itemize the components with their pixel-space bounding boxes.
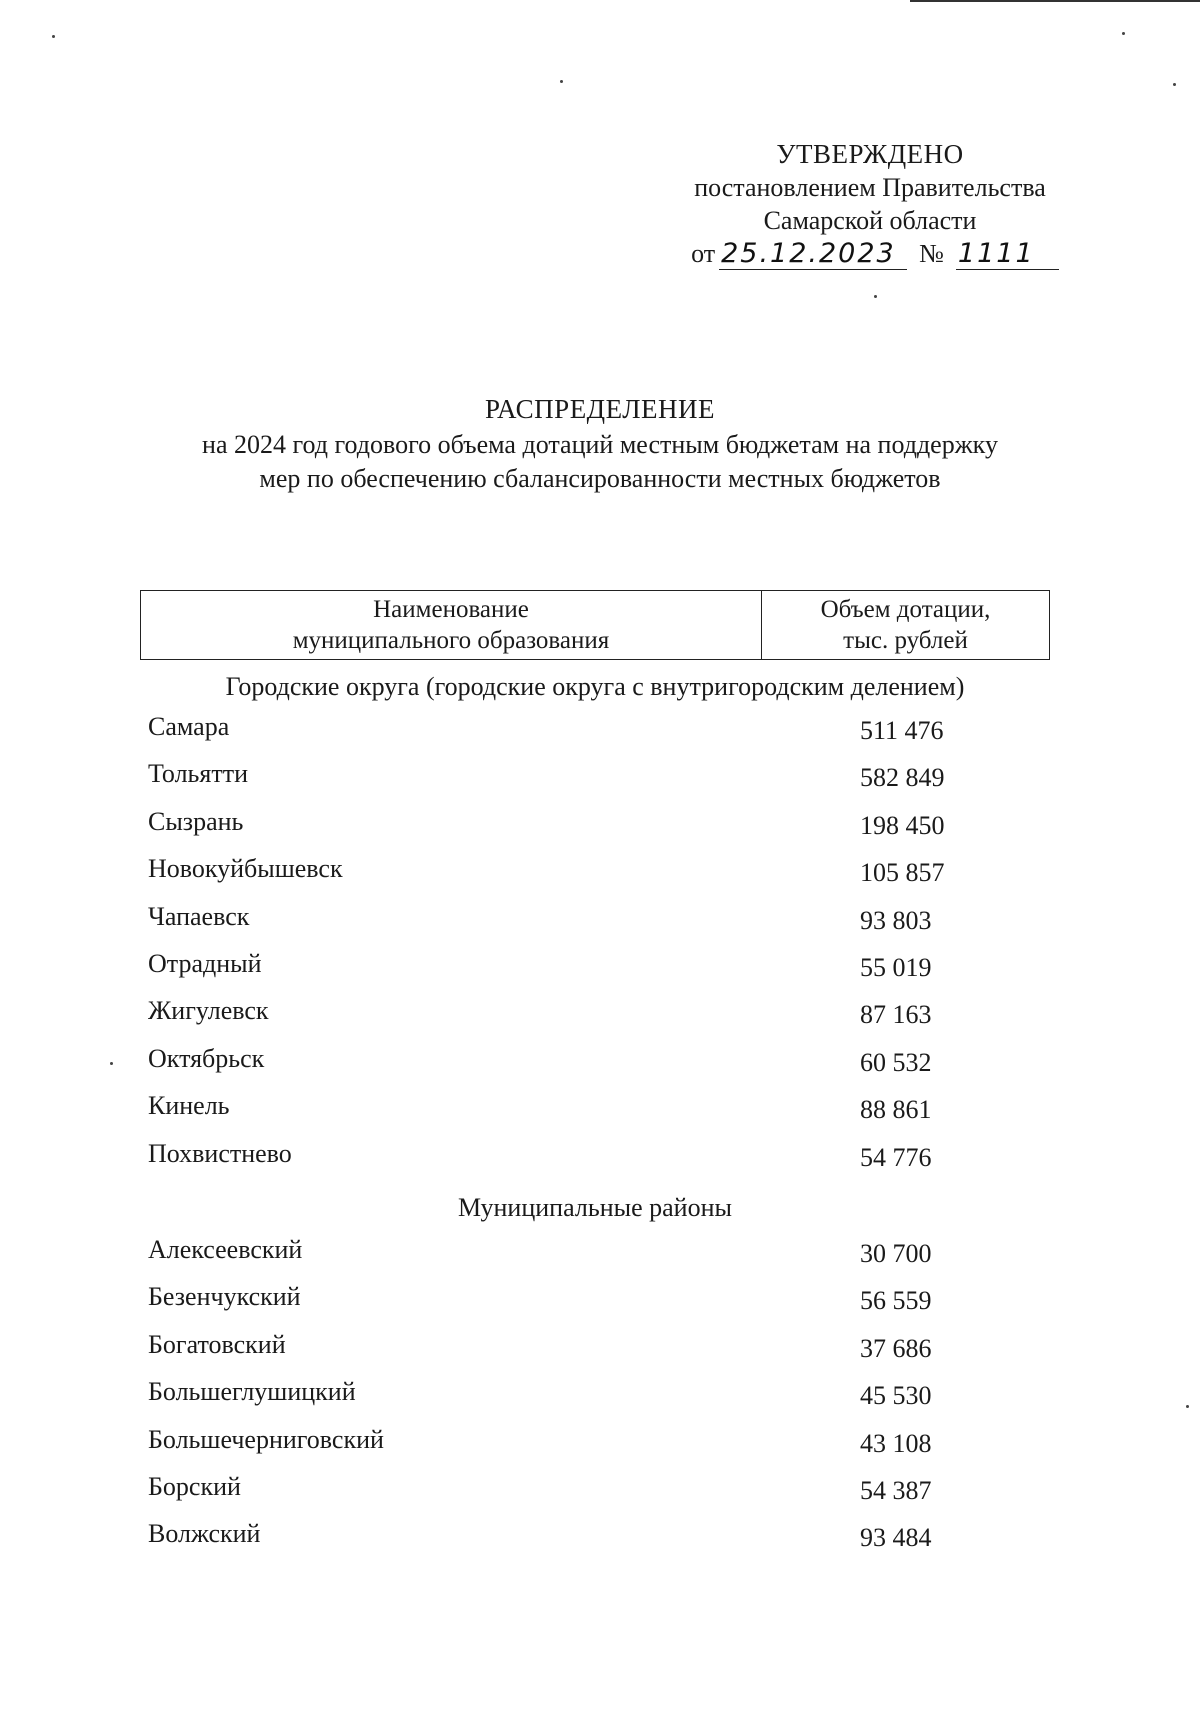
municipality-name: Безенчукский — [148, 1282, 301, 1312]
table-row — [148, 901, 948, 935]
municipality-name: Чапаевск — [148, 901, 250, 931]
column-header-name-line-1: Наименование — [373, 596, 529, 623]
subsidy-amount: 88 861 — [860, 1095, 932, 1125]
scan-speck — [1122, 32, 1125, 35]
municipality-name: Кинель — [148, 1091, 230, 1121]
municipality-name: Волжский — [148, 1519, 261, 1549]
table-row — [148, 1424, 948, 1458]
approval-heading: УТВЕРЖДЕНО — [776, 139, 964, 169]
table-row — [148, 1519, 948, 1553]
subsidy-amount: 582 849 — [860, 763, 945, 793]
table-row — [148, 996, 948, 1030]
municipality-name: Самара — [148, 712, 230, 741]
table-row — [148, 806, 948, 840]
scan-speck — [1173, 83, 1176, 86]
approval-block — [660, 138, 1080, 270]
municipality-name: Сызрань — [148, 806, 244, 836]
handwritten-date: 25.12.2023 — [719, 239, 907, 270]
scan-speck — [110, 1062, 113, 1065]
municipality-name: Тольятти — [148, 759, 249, 789]
subsidy-amount: 60 532 — [860, 1047, 932, 1077]
handwritten-number: 1111 — [956, 239, 1059, 270]
municipality-name: Богатовский — [148, 1329, 286, 1359]
subsidy-amount: 55 019 — [860, 953, 932, 982]
document-subtitle — [120, 428, 1080, 496]
subtitle-line-1: на 2024 год годового объема дотаций местным бюджетам на поддержку — [202, 430, 998, 459]
subsidy-amount: 54 776 — [860, 1142, 932, 1172]
municipality-name: Новокуйбышевск — [148, 854, 343, 884]
subsidy-amount: 87 163 — [860, 1000, 932, 1030]
table-row — [148, 1138, 948, 1172]
approval-line-2: Самарской области — [763, 206, 977, 235]
column-header-name — [141, 591, 762, 659]
table-row — [148, 1091, 948, 1125]
scan-edge-line — [910, 0, 1200, 2]
subsidy-amount: 43 108 — [860, 1428, 932, 1458]
table-row — [148, 1282, 948, 1316]
subsidy-amount: 93 484 — [860, 1523, 932, 1553]
table-row — [148, 759, 948, 793]
subtitle-line-2: мер по обеспечению сбалансированности местных бюджетов — [259, 464, 941, 493]
municipality-name: Борский — [148, 1472, 241, 1501]
municipality-name: Отрадный — [148, 949, 262, 978]
section-title-municipal-districts: Муниципальные районы — [458, 1193, 732, 1222]
subsidy-amount: 93 803 — [860, 905, 932, 935]
municipality-name: Большечерниговский — [148, 1424, 384, 1454]
column-header-name-line-2: муниципального образования — [292, 627, 610, 654]
number-label: № — [919, 239, 944, 268]
table-header — [140, 590, 1050, 660]
subsidy-amount: 56 559 — [860, 1286, 932, 1316]
approval-date-number — [670, 237, 1080, 270]
municipality-name: Жигулевск — [148, 996, 269, 1026]
document-title: РАСПРЕДЕЛЕНИЕ — [484, 394, 716, 424]
subsidy-amount: 30 700 — [860, 1239, 932, 1268]
table-row — [148, 1329, 948, 1363]
subsidy-amount: 105 857 — [860, 858, 945, 888]
municipality-name: Похвистнево — [148, 1138, 292, 1168]
subsidy-amount: 198 450 — [860, 810, 945, 840]
section-title-urban-districts: Городские округа (городские округа с внутригородским делением) — [225, 672, 965, 701]
scan-speck — [52, 35, 55, 38]
column-header-amount-line-2: тыс. рублей — [843, 627, 968, 654]
subsidy-amount: 511 476 — [860, 716, 944, 745]
scan-speck — [1186, 1405, 1189, 1408]
municipality-name: Алексеевский — [148, 1235, 303, 1264]
table-row — [148, 1377, 948, 1411]
table-row — [148, 1043, 948, 1077]
table-row — [148, 854, 948, 888]
subsidy-amount: 37 686 — [860, 1333, 932, 1363]
municipality-name: Октябрьск — [148, 1043, 265, 1073]
scan-speck — [874, 295, 877, 298]
table-row — [148, 1472, 948, 1505]
municipality-name: Большеглушицкий — [148, 1377, 356, 1407]
subsidy-amount: 45 530 — [860, 1381, 932, 1411]
table-row — [148, 1235, 948, 1268]
subsidy-amount: 54 387 — [860, 1476, 932, 1505]
scan-speck — [560, 80, 563, 83]
column-header-amount — [762, 591, 1049, 659]
column-header-amount-line-1: Объем дотации, — [820, 596, 991, 623]
from-label: от — [691, 239, 716, 268]
table-row — [148, 949, 948, 982]
table-row — [148, 712, 948, 745]
approval-line-1: постановлением Правительства — [694, 173, 1046, 202]
